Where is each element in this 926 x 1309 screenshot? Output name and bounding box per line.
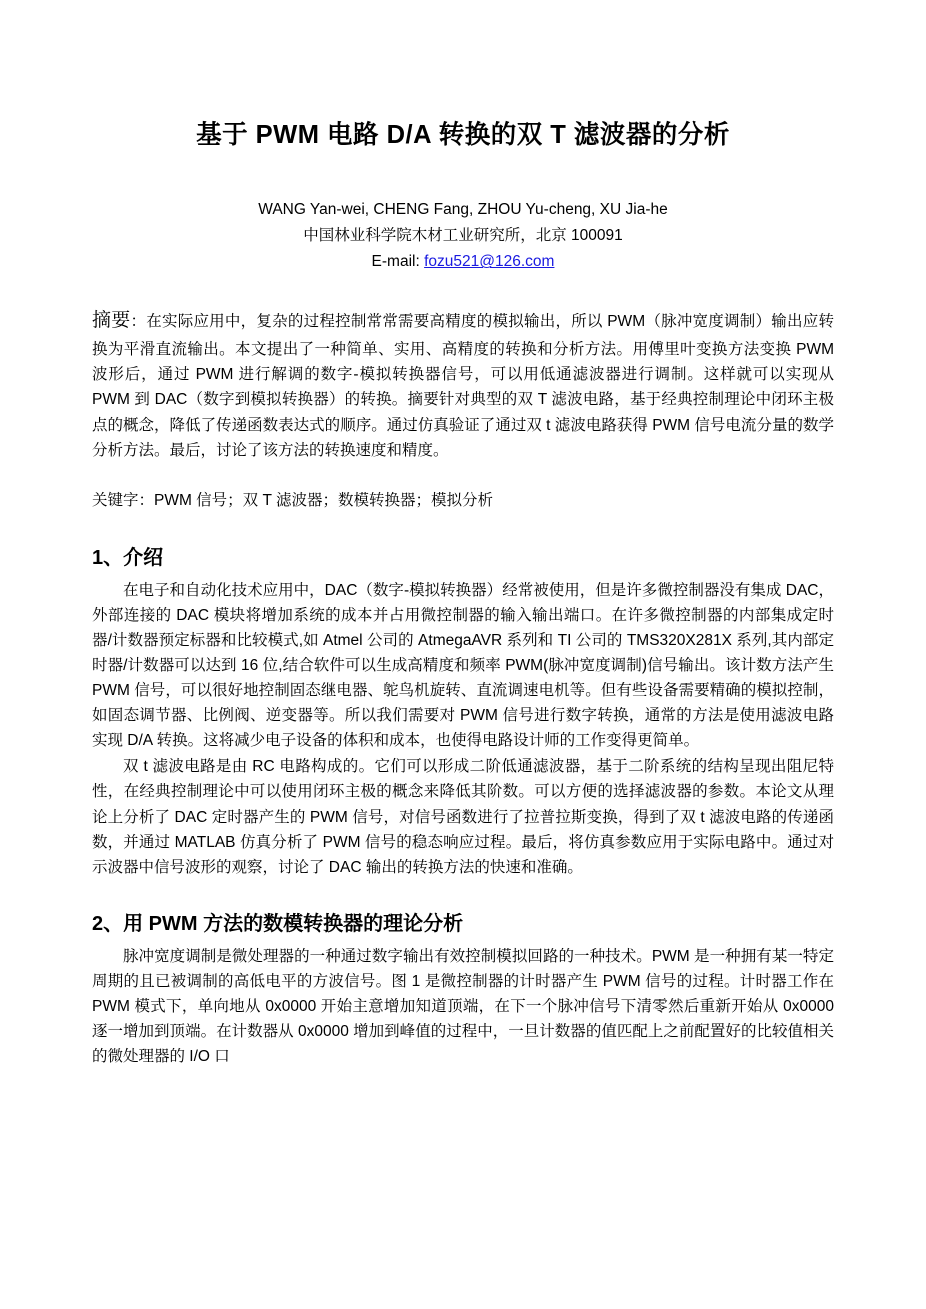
paragraph: 双 t 滤波电路是由 RC 电路构成的。它们可以形成二阶低通滤波器，基于二阶系统的结构呈现出阻尼特性，在经典控制理论中可以使用闭环主极的概念来降低其阶数。可以方便的选择滤波器的参数。本论文从理论上分析了 DAC 定时器产生的 PWM 信号，对信号函数进行了拉普拉斯变换，得到了双 t 滤波电路的传递函数，并通过 MATLAB 仿真分析了 PWM 信号的稳态响应过程。最后，将仿真参数应用于实际电路中。通过对示波器中信号波形的观察，讨论了 DAC 输出的转换方法的快速和准确。 [92, 758, 834, 876]
author-list: WANG Yan-wei, CHENG Fang, ZHOU Yu-cheng, XU Jia-he [258, 201, 668, 219]
affiliation: 中国林业科学院木材工业研究所，北京 100091 [303, 227, 623, 245]
section-theory [92, 910, 834, 1070]
abstract-label: 摘要 [92, 310, 131, 332]
page-title: 基于 PWM 电路 D/A 转换的双 T 滤波器的分析 [196, 121, 730, 149]
abstract [92, 306, 834, 462]
paragraph: 脉冲宽度调制是微处理器的一种通过数字输出有效控制模拟回路的一种技术。PWM 是一种拥有某一特定周期的且已被调制的高低电平的方波信号。图 1 是微控制器的计时器产生 PWM 信号的过程。计时器工作在 PWM 模式下，单向地从 0x0000 开始主意增加知道顶端，在下一个脉冲信号下清零然后重新开始从 0x0000 逐一增加到顶端。在计数器从 0x0000 增加到峰值的过程中，一旦计数器的值匹配上之前配置好的比较值相关的微处理器的 I/O 口 [92, 947, 834, 1066]
abstract-text: ：在实际应用中，复杂的过程控制常常需要高精度的模拟输出，所以 PWM（脉冲宽度调制）输出应转换为平滑直流输出。本文提出了一种简单、实用、高精度的转换和分析方法。用傅里叶变换方法变换 PWM 波形后，通过 PWM 进行解调的数字-模拟转换器信号，可以用低通滤波器进行调制。这样就可以实现从 PWM 到 DAC（数字到模拟转换器）的转换。摘要针对典型的双 T 滤波电路，基于经典控制理论中闭环主极点的概念，降低了传递函数表达式的顺序。通过仿真验证了通过双 t 滤波电路获得 PWM 信号电流分量的数学分析方法。最后，讨论了该方法的转换速度和精度。 [92, 313, 834, 459]
email-link[interactable]: fozu521@126.com [424, 253, 555, 271]
email-label: E-mail: [371, 253, 425, 271]
section-heading-1: 1、介绍 [92, 546, 164, 569]
keywords: 关键字：PWM 信号；双 T 滤波器；数模转换器；模拟分析 [92, 491, 493, 509]
paragraph: 在电子和自动化技术应用中，DAC（数字-模拟转换器）经常被使用，但是许多微控制器没有集成 DAC，外部连接的 DAC 模块将增加系统的成本并占用微控制器的输入输出端口。在许多微控制器的内部集成定时器/计数器预定标器和比较模式,如 Atmel 公司的 AtmegaAVR 系列和 TI 公司的 TMS320X281X 系列,其内部定时器/计数器可以达到 16 位,结合软件可以生成高精度和频率 PWM(脉冲宽度调制)信号输出。该计数方法产生 PWM 信号，可以很好地控制固态继电器、鸵鸟机旋转、直流调速电机等。但有些设备需要精确的模拟控制，如固态调节器、比例阀、逆变器等。所以我们需要对 PWM 信号进行数字转换，通常的方法是使用滤波电路实现 D/A 转换。这将减少电子设备的体积和成本，也使得电路设计师的工作变得更简单。 [92, 581, 834, 750]
section-introduction [92, 544, 834, 880]
section-heading-2: 2、用 PWM 方法的数模转换器的理论分析 [92, 912, 464, 935]
email-line [92, 250, 834, 274]
